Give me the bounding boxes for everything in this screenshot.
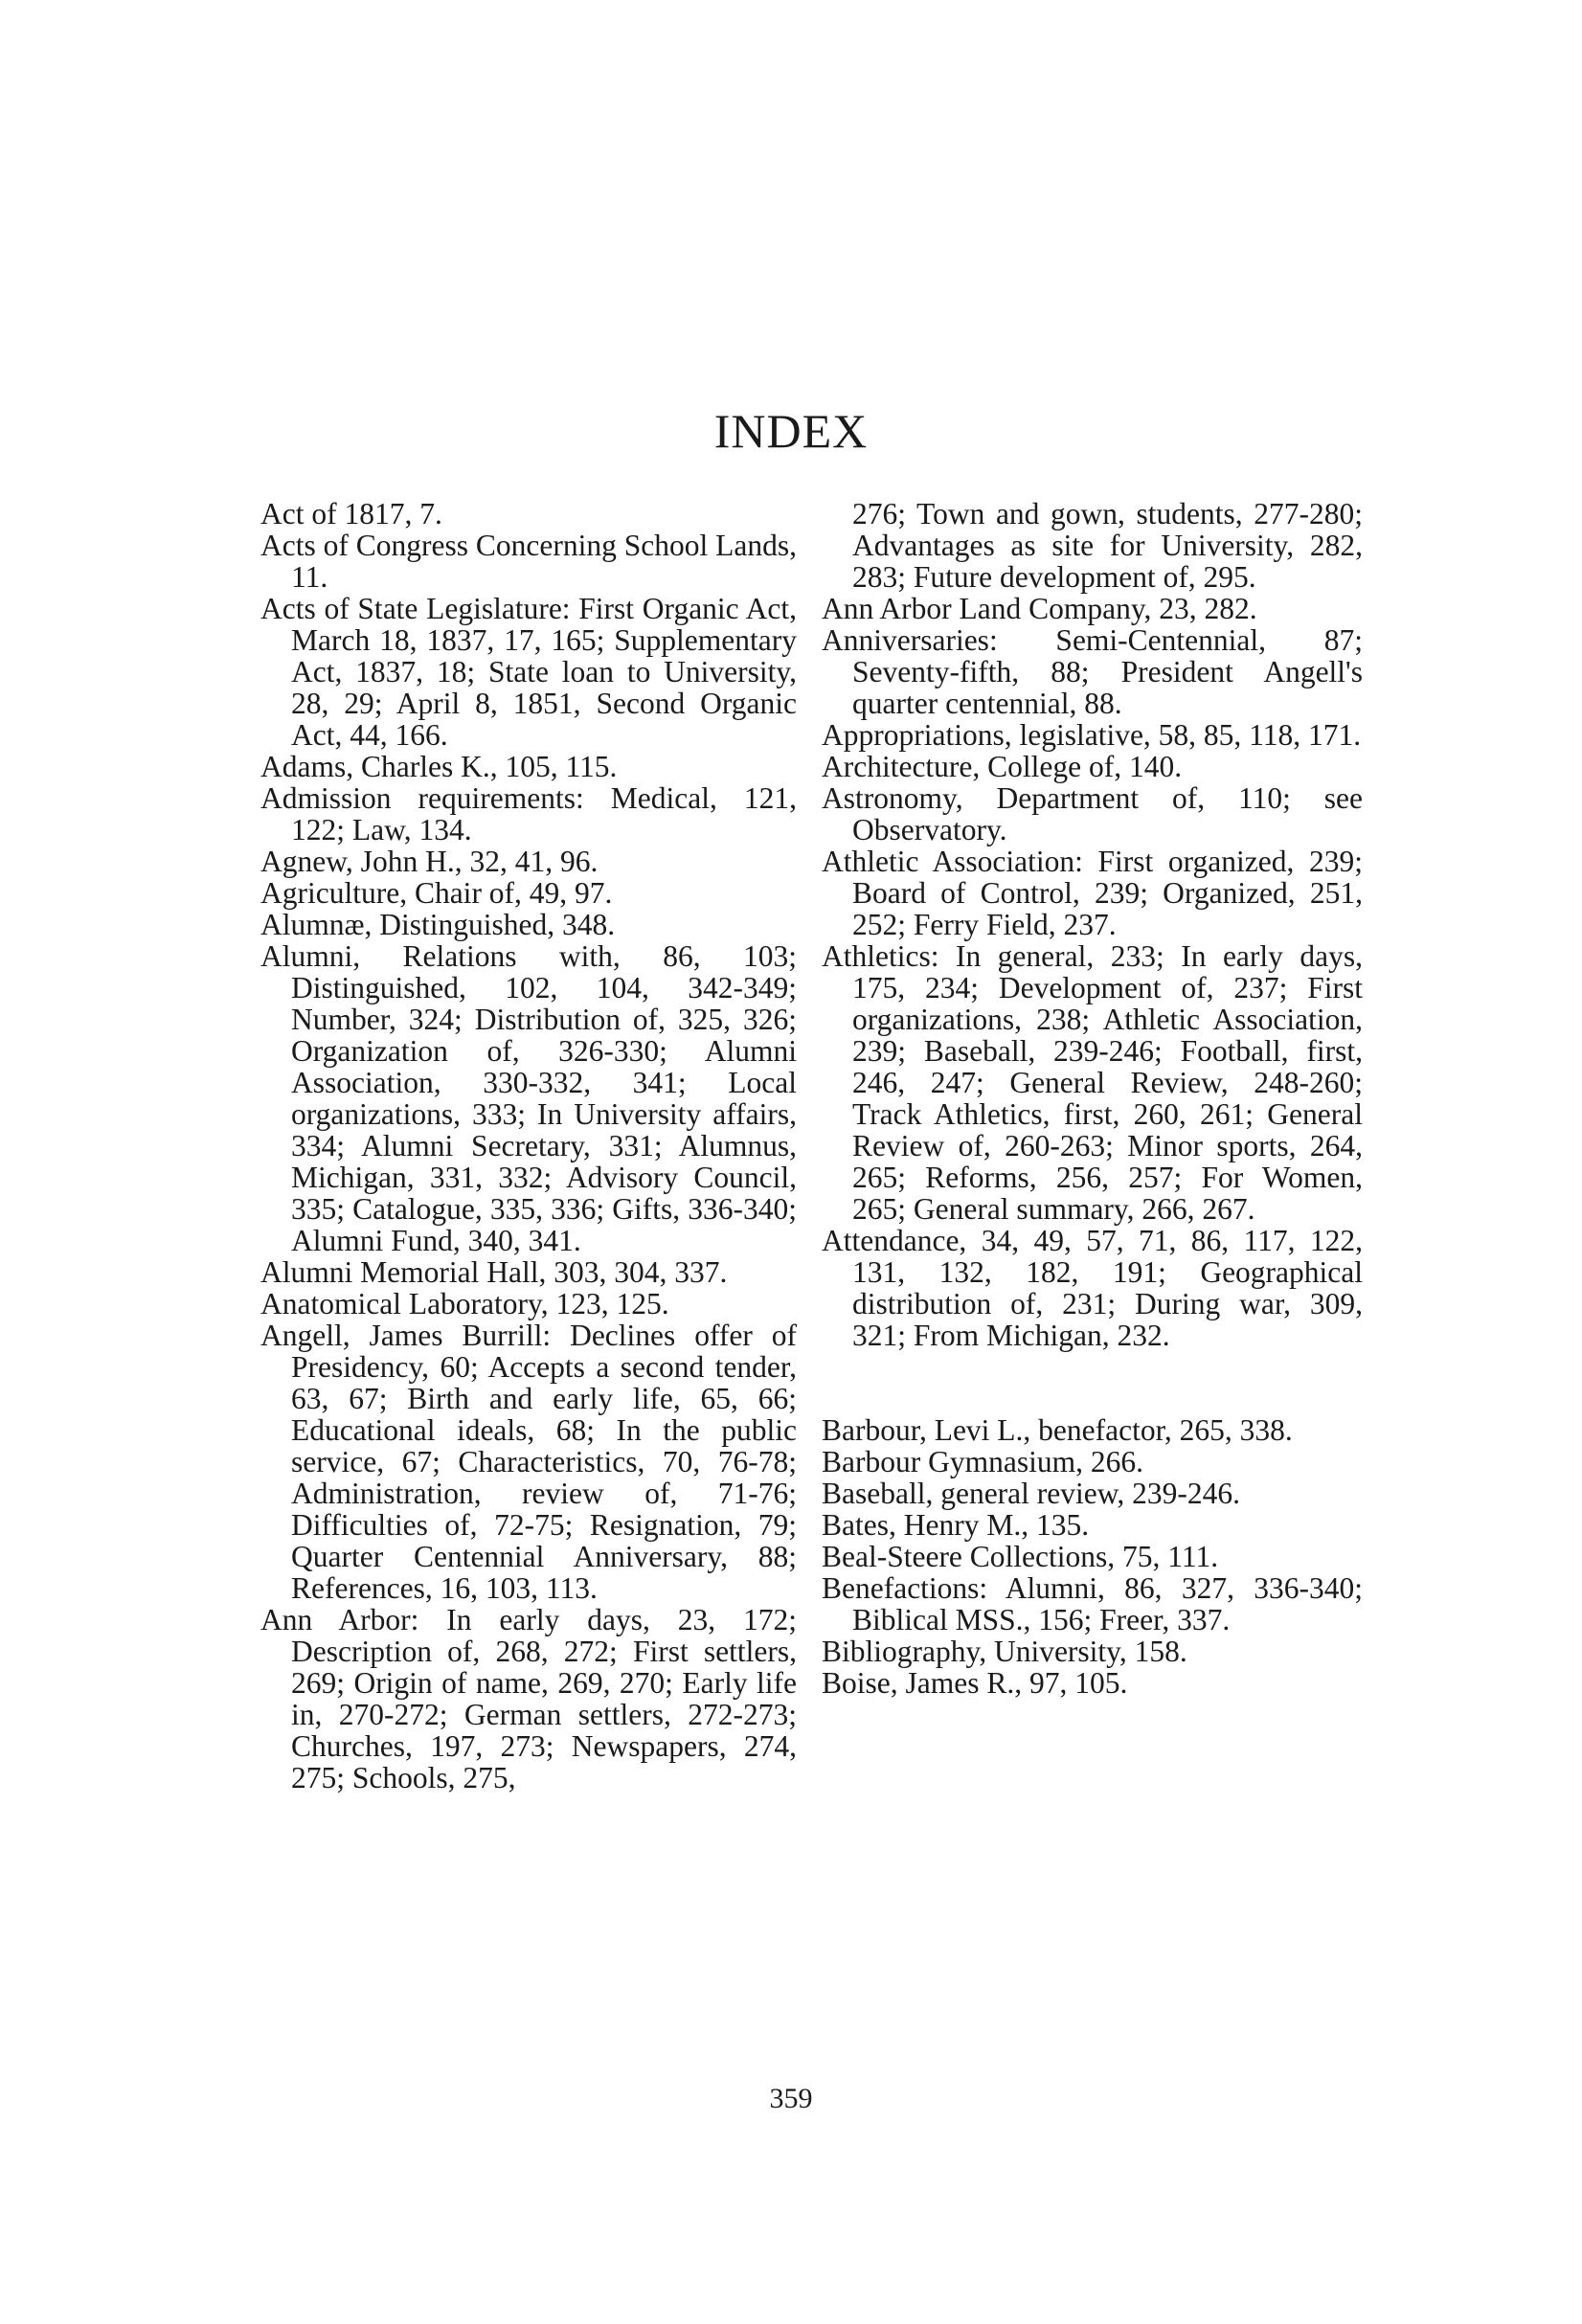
index-entry: Angell, James Burrill: Declines offer of Presidency, 60; Accepts a second tender, 63, 67; Birth and early life, 65, 66; Educational ideals, 68; In the public service, 67; Characteristics, 70, 76-78; Administration, review of, 71-76; Difficulties of, 72-75; Resignation, 79; Quarter Centennial Anniversary, 88; References, 16, 103, 113. [260,1319,797,1605]
index-entry: Alumnæ, Distinguished, 348. [260,908,616,941]
index-entry: Acts of State Legislature: First Organic Act, March 18, 1837, 17, 165; Supplementary Act, 1837, 18; State loan to University, 28, 29; April 8, 1851, Second Organic Act, 44, 166. [260,592,797,752]
index-entry: Astronomy, Department of, 110; see Observatory. [822,781,1363,846]
index-entry: Adams, Charles K., 105, 115. [260,750,618,783]
index-entry: Boise, James R., 97, 105. [822,1666,1128,1700]
index-entry: Anatomical Laboratory, 123, 125. [260,1287,669,1320]
index-entry: Benefactions: Alumni, 86, 327, 336-340; Biblical MSS., 156; Freer, 337. [822,1571,1363,1636]
index-column-right [822,498,1363,1699]
index-entry: Barbour Gymnasium, 266. [822,1445,1143,1478]
index-entry: Bibliography, University, 158. [822,1635,1187,1668]
index-entry: Bates, Henry M., 135. [822,1508,1090,1542]
index-entry-continuation: 276; Town and gown, students, 277-280; Advantages as site for University, 282, 283; Future development of, 295. [852,497,1363,594]
index-entry: Alumni Memorial Hall, 303, 304, 337. [260,1255,728,1289]
index-column-left [260,498,797,1794]
index-entry: Alumni, Relations with, 86, 103; Distinguished, 102, 104, 342-349; Number, 324; Distribution of, 325, 326; Organization of, 326-330; Alumni Association, 330-332, 341; Local organizations, 333; In University affairs, 334; Alumni Secretary, 331; Alumnus, Michigan, 331, 332; Advisory Council, 335; Catalogue, 335, 336; Gifts, 336-340; Alumni Fund, 340, 341. [260,939,797,1257]
index-entry: Anniversaries: Semi-Centennial, 87; Seventy-fifth, 88; President Angell's quarter centennial, 88. [822,623,1363,720]
page-number: 359 [769,2083,813,2114]
index-entry: Agriculture, Chair of, 49, 97. [260,876,613,910]
index-entry: Baseball, general review, 239-246. [822,1477,1241,1510]
letter-section-gap [822,1351,1363,1414]
page-title: INDEX [713,404,869,458]
index-entry: Agnew, John H., 32, 41, 96. [260,845,599,878]
index-entry: Appropriations, legislative, 58, 85, 118, 171. [822,718,1362,752]
index-entry: Barbour, Levi L., benefactor, 265, 338. [822,1413,1293,1447]
index-entry: Athletic Association: First organized, 239; Board of Control, 239; Organized, 251, 252; Ferry Field, 237. [822,845,1363,941]
index-entry: Architecture, College of, 140. [822,750,1183,783]
index-entry: Act of 1817, 7. [260,497,442,530]
index-entry: Beal-Steere Collections, 75, 111. [822,1540,1219,1573]
index-entry: Ann Arbor: In early days, 23, 172; Description of, 268, 272; First settlers, 269; Origin of name, 269, 270; Early life in, 270-272; German settlers, 272-273; Churches, 197, 273; Newspapers, 274, 275; Schools, 275, [260,1603,797,1794]
index-entry: Admission requirements: Medical, 121, 122; Law, 134. [260,781,797,846]
index-entry: Athletics: In general, 233; In early days, 175, 234; Development of, 237; First organizations, 238; Athletic Association, 239; Baseball, 239-246; Football, first, 246, 247; General Review, 248-260; Track Athletics, first, 260, 261; General Review of, 260-263; Minor sports, 264, 265; Reforms, 256, 257; For Women, 265; General summary, 266, 267. [822,939,1363,1226]
index-entry: Attendance, 34, 49, 57, 71, 86, 117, 122, 131, 132, 182, 191; Geographical distribution of, 231; During war, 309, 321; From Michigan, 232. [822,1224,1363,1352]
index-entry: Acts of Congress Concerning School Lands, 11. [260,529,797,594]
index-entry: Ann Arbor Land Company, 23, 282. [822,592,1257,625]
